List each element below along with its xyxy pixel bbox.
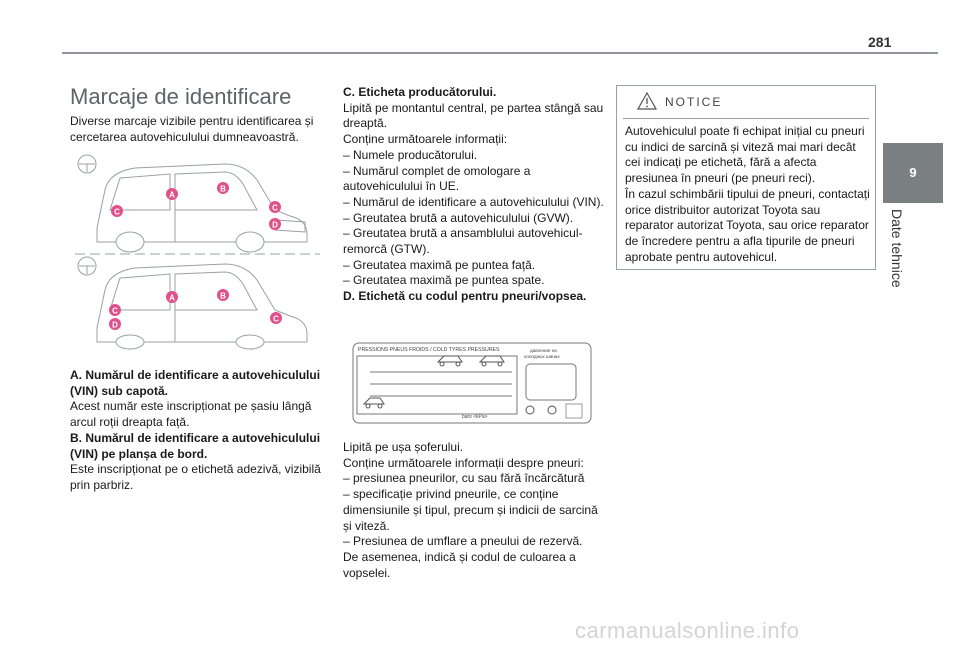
marker-b-bottom — [217, 289, 229, 301]
svg-text:D: D — [272, 220, 278, 230]
section-d-line: De asemenea, indică și codul de culoarea a vopselei. — [343, 549, 576, 580]
section-c-line: – Greutatea brută a autovehiculului (GVW). — [343, 210, 574, 225]
svg-text:C: C — [273, 314, 279, 324]
van-bottom-drawing — [97, 264, 307, 349]
manufacturer-label-section — [343, 85, 605, 305]
svg-text:A: A — [169, 293, 175, 303]
section-c-line: – Numele producătorului. — [343, 147, 478, 162]
tyre-label-section — [343, 440, 605, 581]
section-c-line: – Numărul de identificare a autovehiculului (VIN). — [343, 194, 604, 209]
notice-box — [616, 85, 876, 270]
warning-icon — [637, 92, 657, 110]
section-c-line: – Greutatea maximă pe puntea față. — [343, 257, 536, 272]
chapter-title: Date tehnice — [889, 209, 905, 288]
section-c-line: – Numărul complet de omologare a autovehiculului în UE. — [343, 163, 531, 194]
section-b-title: B. Numărul de identificare a autovehiculului (VIN) pe planșa de bord. — [70, 430, 321, 461]
vin-sections — [70, 368, 322, 494]
svg-text:C: C — [272, 203, 278, 213]
marker-d-bottom — [109, 318, 121, 330]
section-d-line: – presiunea pneurilor, cu sau fără încărcătură — [343, 471, 585, 486]
svg-text:D: D — [112, 320, 118, 330]
tyre-label-ru-1: давление на — [530, 348, 557, 353]
section-d-line: Conține următoarele informații despre pneuri: — [343, 455, 584, 470]
marker-b-top — [217, 182, 229, 194]
marker-d-top — [269, 218, 281, 230]
header-rule — [62, 52, 938, 54]
notice-paragraph: Autovehiculul poate fi echipat inițial cu pneuri cu indici de sarcină și viteză mai mari decât cei indicați pe etichetă, fără a afecta presiunea în pneuri (pe pneuri reci). — [625, 124, 865, 186]
page-title: Marcaje de identificare — [70, 84, 292, 109]
page-number: 281 — [868, 34, 892, 50]
svg-text:C: C — [114, 207, 120, 217]
section-d-line: Lipită pe ușa șoferului. — [343, 440, 464, 454]
tyre-label-header: PRESSIONS PNEUS FROIDS / COLD TYRES PRESSURES — [358, 347, 500, 353]
section-c-line: – Greutatea brută a ansamblului autovehicul-remorcă (GTW). — [343, 226, 583, 257]
tyre-label-ru-2: холодных шинах — [524, 354, 560, 359]
chapter-tab[interactable] — [883, 143, 943, 203]
section-d-line: – Presiunea de umflare a pneului de rezervă. — [343, 534, 583, 549]
notice-body — [625, 124, 871, 265]
section-a-text: Acest număr este inscripționat pe șasiu lângă arcul roții dreapta față. — [70, 399, 312, 430]
section-c-title: C. Eticheta producătorului. — [343, 85, 497, 99]
notice-header — [617, 86, 875, 116]
section-c-line: Conține următoarele informații: — [343, 132, 508, 147]
chapter-title-vertical — [884, 209, 909, 319]
tyre-label-units: bars <kPa> — [462, 414, 488, 420]
marker-a-bottom — [166, 291, 178, 303]
chapter-number: 9 — [909, 165, 917, 180]
tyre-pressure-label-figure — [352, 342, 592, 424]
section-c-line: – Greutatea maximă pe puntea spate. — [343, 273, 545, 288]
svg-text:A: A — [169, 190, 175, 200]
van-identification-figure — [75, 150, 320, 350]
notice-title: NOTICE — [665, 95, 723, 109]
svg-text:C: C — [112, 306, 118, 316]
section-d-line: – specificație privind pneurile, ce conține dimensiunile și tipul, precum și indicii de sarcină și viteză. — [343, 487, 598, 533]
marker-c-bottom-right — [270, 312, 282, 324]
svg-text:B: B — [220, 291, 226, 301]
section-c-line: Lipită pe montantul central, pe partea stângă sau dreaptă. — [343, 100, 604, 131]
section-a-title: A. Numărul de identificare a autovehiculului (VIN) sub capotă. — [70, 368, 321, 398]
section-b-text: Este inscripționat pe o etichetă adezivă, vizibilă prin parbriz. — [70, 462, 321, 492]
intro-text: Diverse marcaje vizibile pentru identificarea și cercetarea autovehiculului dumneavoastră. — [70, 114, 314, 144]
svg-text:B: B — [220, 184, 226, 194]
intro-block — [70, 114, 320, 145]
marker-c-bottom-left — [109, 304, 121, 316]
notice-paragraph: În cazul schimbării tipului de pneuri, contactați orice distribuitor autorizat Toyota sau reparator autorizat Toyota, sau orice reparator de încredere pentru a afla tipurile de pneuri aprobate pentru autovehicul. — [625, 186, 870, 264]
marker-c-top-right — [269, 201, 281, 213]
section-d-title: D. Etichetă cu codul pentru pneuri/vopsea. — [343, 289, 587, 304]
notice-divider — [623, 118, 869, 119]
marker-a-top — [166, 188, 178, 200]
footer-watermark: carmanualsonline.info — [575, 618, 800, 643]
marker-c-top-left — [111, 205, 123, 217]
